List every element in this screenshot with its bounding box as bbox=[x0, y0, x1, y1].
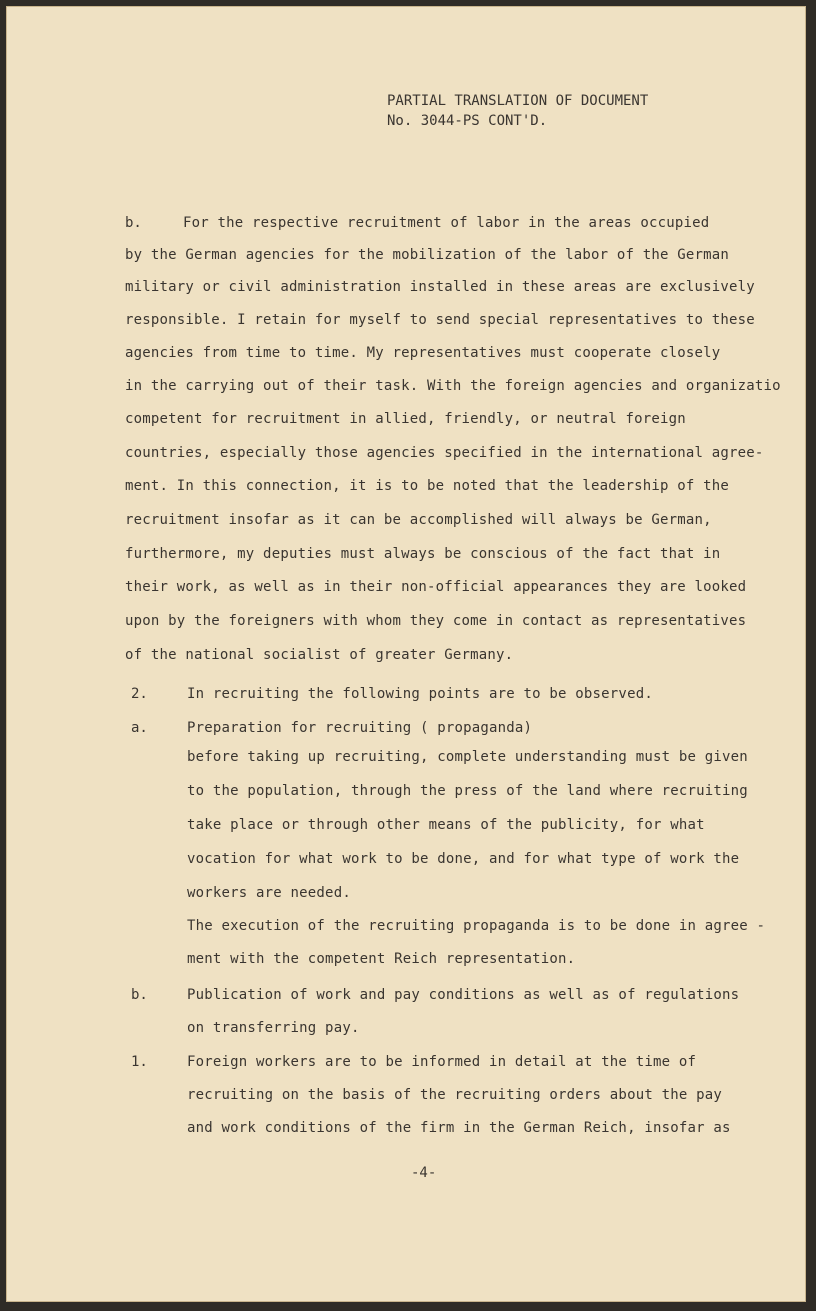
paragraph-label-1: 1. bbox=[131, 1054, 148, 1070]
text-line: responsible. I retain for myself to send special representatives to these bbox=[125, 312, 755, 328]
text-line: upon by the foreigners with whom they come in contact as representatives bbox=[125, 613, 747, 629]
text-line: of the national socialist of greater Germany. bbox=[125, 647, 514, 663]
text-line: furthermore, my deputies must always be conscious of the fact that in bbox=[125, 546, 721, 562]
paragraph-label-a: a. bbox=[131, 720, 148, 736]
text-line: Publication of work and pay conditions as well as of regulations bbox=[187, 987, 740, 1003]
text-line: recruitment insofar as it can be accomplished will always be German, bbox=[125, 512, 712, 528]
text-line: For the respective recruitment of labor in the areas occupied bbox=[183, 215, 710, 231]
text-line: workers are needed. bbox=[187, 885, 351, 901]
text-line: competent for recruitment in allied, friendly, or neutral foreign bbox=[125, 411, 686, 427]
document-header bbox=[387, 91, 648, 131]
document-page bbox=[6, 6, 806, 1302]
paragraph-label-b2: b. bbox=[131, 987, 148, 1003]
text-line: in the carrying out of their task. With the foreign agencies and organizatio bbox=[125, 378, 781, 394]
text-line: Preparation for recruiting ( propaganda) bbox=[187, 720, 533, 736]
text-line: countries, especially those agencies specified in the international agree- bbox=[125, 445, 764, 461]
text-line: military or civil administration installed in these areas are exclusively bbox=[125, 279, 755, 295]
text-line: vocation for what work to be done, and for what type of work the bbox=[187, 851, 740, 867]
text-line: The execution of the recruiting propaganda is to be done in agree - bbox=[187, 918, 766, 934]
paragraph-label-b: b. bbox=[125, 215, 142, 231]
text-line: and work conditions of the firm in the German Reich, insofar as bbox=[187, 1120, 731, 1136]
text-line: recruiting on the basis of the recruiting orders about the pay bbox=[187, 1087, 722, 1103]
header-title: PARTIAL TRANSLATION OF DOCUMENT bbox=[387, 93, 649, 109]
text-line: to the population, through the press of the land where recruiting bbox=[187, 783, 748, 799]
header-doc-number: No. 3044-PS CONT'D. bbox=[387, 113, 548, 129]
text-line: Foreign workers are to be informed in detail at the time of bbox=[187, 1054, 697, 1070]
page-number: -4- bbox=[411, 1165, 437, 1181]
text-line: ment with the competent Reich representation. bbox=[187, 951, 576, 967]
text-line: before taking up recruiting, complete understanding must be given bbox=[187, 749, 748, 765]
text-line: In recruiting the following points are to be observed. bbox=[187, 686, 653, 702]
text-line: take place or through other means of the publicity, for what bbox=[187, 817, 705, 833]
text-line: their work, as well as in their non-official appearances they are looked bbox=[125, 579, 747, 595]
text-line: by the German agencies for the mobilization of the labor of the German bbox=[125, 247, 730, 263]
text-line: agencies from time to time. My representatives must cooperate closely bbox=[125, 345, 721, 361]
text-line: on transferring pay. bbox=[187, 1020, 360, 1036]
paragraph-label-2: 2. bbox=[131, 686, 148, 702]
text-line: ment. In this connection, it is to be noted that the leadership of the bbox=[125, 478, 730, 494]
